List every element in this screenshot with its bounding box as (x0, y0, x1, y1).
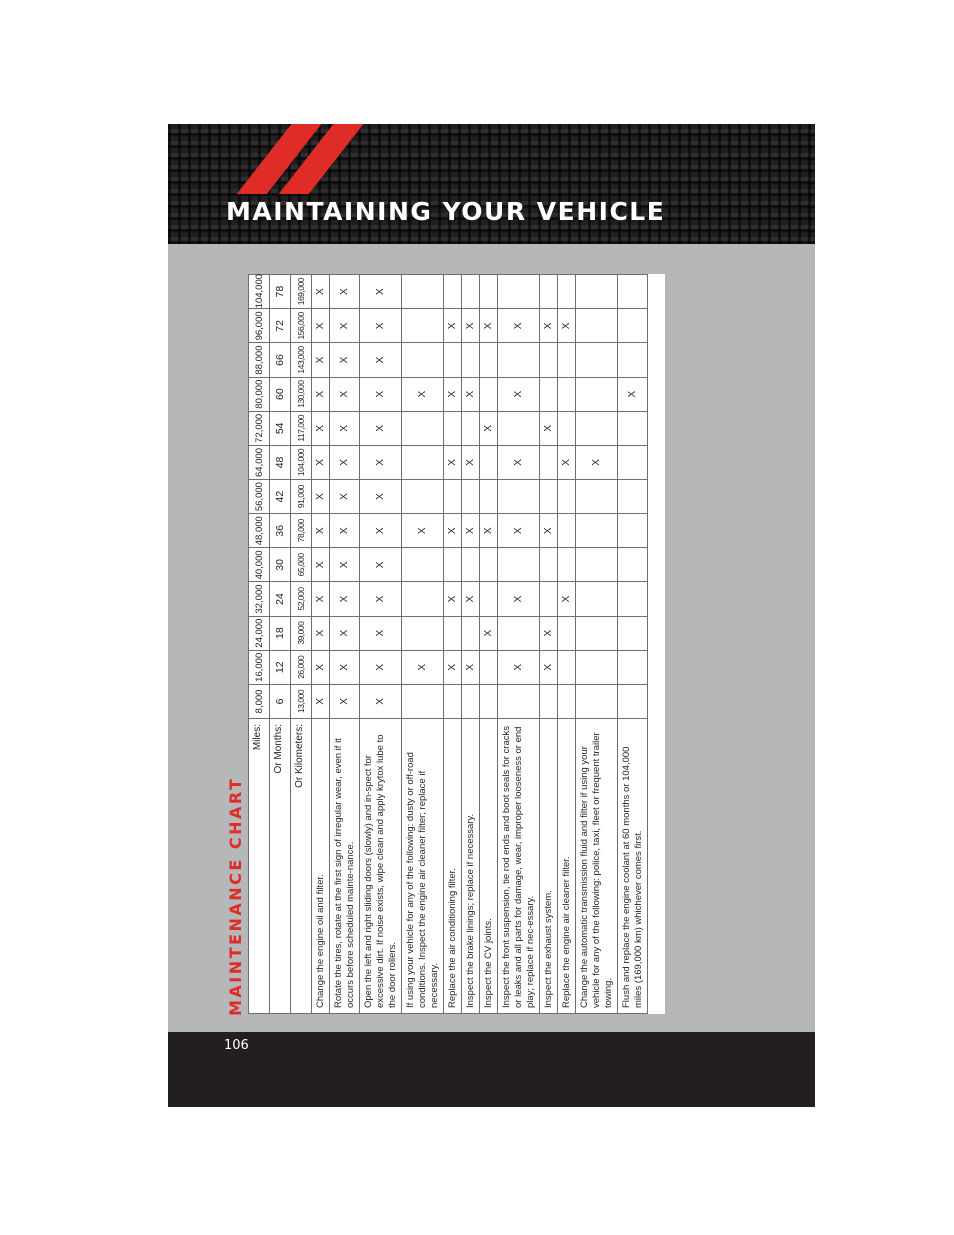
empty-cell (498, 275, 540, 309)
miles-value: 16,000 (249, 650, 270, 684)
kilometers-value: 26,000 (291, 650, 312, 684)
task-row (576, 275, 618, 1014)
empty-cell (480, 343, 498, 377)
service-mark: X (312, 343, 330, 377)
service-mark: X (330, 343, 360, 377)
empty-cell (402, 480, 444, 514)
empty-cell (462, 275, 480, 309)
kilometers-value: 104,000 (291, 445, 312, 479)
service-mark: X (330, 650, 360, 684)
service-mark: X (558, 309, 576, 343)
empty-cell (618, 343, 648, 377)
empty-cell (540, 377, 558, 411)
kilometers-value: 52,000 (291, 582, 312, 616)
service-mark: X (462, 514, 480, 548)
service-mark: X (312, 411, 330, 445)
miles-value: 80,000 (249, 377, 270, 411)
service-mark: X (498, 582, 540, 616)
service-mark: X (480, 514, 498, 548)
miles-value: 24,000 (249, 616, 270, 650)
service-mark: X (330, 548, 360, 582)
months-value: 30 (270, 548, 291, 582)
service-mark: X (360, 309, 402, 343)
empty-cell (540, 445, 558, 479)
service-mark: X (330, 411, 360, 445)
months-value: 6 (270, 684, 291, 718)
service-mark: X (312, 480, 330, 514)
empty-cell (540, 548, 558, 582)
service-mark: X (444, 514, 462, 548)
empty-cell (540, 275, 558, 309)
service-mark: X (480, 616, 498, 650)
task-description: Inspect the front suspension, tie rod ends and boot seals for cracks or leaks and all parts for damage, wear, improper looseness or end play; replace if nec-essary. (498, 719, 540, 1014)
empty-cell (558, 377, 576, 411)
manual-page (168, 124, 815, 1107)
empty-cell (576, 275, 618, 309)
task-row (312, 275, 330, 1014)
service-mark: X (444, 650, 462, 684)
kilometers-value: 169,000 (291, 275, 312, 309)
service-mark: X (498, 650, 540, 684)
kilometers-value: 156,000 (291, 309, 312, 343)
service-mark: X (330, 514, 360, 548)
task-description: Inspect the exhaust system. (540, 719, 558, 1014)
empty-cell (576, 548, 618, 582)
empty-cell (402, 309, 444, 343)
kilometers-value: 143,000 (291, 343, 312, 377)
service-mark: X (360, 343, 402, 377)
empty-cell (558, 514, 576, 548)
miles-value: 64,000 (249, 445, 270, 479)
service-mark: X (312, 684, 330, 718)
empty-cell (618, 548, 648, 582)
empty-cell (462, 684, 480, 718)
months-value: 42 (270, 480, 291, 514)
service-mark: X (444, 377, 462, 411)
empty-cell (462, 548, 480, 582)
empty-cell (444, 548, 462, 582)
service-mark: X (540, 650, 558, 684)
empty-cell (618, 650, 648, 684)
empty-cell (558, 411, 576, 445)
kilometers-value: 65,000 (291, 548, 312, 582)
empty-cell (618, 445, 648, 479)
empty-cell (480, 684, 498, 718)
empty-cell (498, 548, 540, 582)
miles-header-row (249, 275, 270, 1014)
empty-cell (498, 411, 540, 445)
task-row (558, 275, 576, 1014)
months-value: 78 (270, 275, 291, 309)
empty-cell (576, 411, 618, 445)
empty-cell (576, 514, 618, 548)
task-description: Inspect the CV joints. (480, 719, 498, 1014)
service-mark: X (402, 377, 444, 411)
task-description: Change the engine oil and filter. (312, 719, 330, 1014)
empty-cell (444, 616, 462, 650)
empty-cell (618, 309, 648, 343)
service-mark: X (330, 582, 360, 616)
service-mark: X (330, 445, 360, 479)
task-row (402, 275, 444, 1014)
service-mark: X (360, 411, 402, 445)
service-mark: X (462, 582, 480, 616)
service-mark: X (444, 582, 462, 616)
months-value: 54 (270, 411, 291, 445)
months-value: 60 (270, 377, 291, 411)
miles-value: 32,000 (249, 582, 270, 616)
task-description: Inspect the brake linings; replace if necessary. (462, 719, 480, 1014)
months-value: 18 (270, 616, 291, 650)
section-title: MAINTENANCE CHART (226, 776, 245, 1016)
empty-cell (480, 650, 498, 684)
service-mark: X (402, 514, 444, 548)
task-description: Replace the air conditioning filter. (444, 719, 462, 1014)
empty-cell (618, 582, 648, 616)
months-row-label: Or Months: (270, 719, 291, 1014)
empty-cell (498, 480, 540, 514)
empty-cell (480, 377, 498, 411)
service-mark: X (480, 309, 498, 343)
empty-cell (402, 411, 444, 445)
empty-cell (444, 480, 462, 514)
service-mark: X (360, 514, 402, 548)
service-mark: X (480, 411, 498, 445)
service-mark: X (444, 445, 462, 479)
empty-cell (402, 275, 444, 309)
service-mark: X (462, 650, 480, 684)
service-mark: X (312, 377, 330, 411)
empty-cell (462, 616, 480, 650)
task-row (462, 275, 480, 1014)
service-mark: X (462, 309, 480, 343)
task-description: Replace the engine air cleaner filter. (558, 719, 576, 1014)
task-row (444, 275, 462, 1014)
task-description: If using your vehicle for any of the following: dusty or off-road conditions. Inspect the engine air cleaner filter; replace if necessary. (402, 719, 444, 1014)
months-value: 48 (270, 445, 291, 479)
task-row (498, 275, 540, 1014)
service-mark: X (540, 616, 558, 650)
kilometers-value: 39,000 (291, 616, 312, 650)
miles-row-label: Miles: (249, 719, 270, 1014)
empty-cell (576, 650, 618, 684)
kilometers-row-label: Or Kilometers: (291, 719, 312, 1014)
service-mark: X (558, 445, 576, 479)
empty-cell (540, 582, 558, 616)
empty-cell (558, 616, 576, 650)
miles-value: 104,000 (249, 275, 270, 309)
empty-cell (558, 343, 576, 377)
empty-cell (444, 275, 462, 309)
months-value: 24 (270, 582, 291, 616)
maintenance-table-container (248, 274, 665, 1014)
empty-cell (462, 480, 480, 514)
empty-cell (462, 343, 480, 377)
service-mark: X (330, 309, 360, 343)
empty-cell (480, 582, 498, 616)
months-value: 72 (270, 309, 291, 343)
empty-cell (576, 480, 618, 514)
service-mark: X (540, 514, 558, 548)
kilometers-header-row (291, 275, 312, 1014)
service-mark: X (330, 684, 360, 718)
service-mark: X (330, 275, 360, 309)
kilometers-value: 91,000 (291, 480, 312, 514)
empty-cell (444, 684, 462, 718)
service-mark: X (360, 616, 402, 650)
empty-cell (402, 684, 444, 718)
empty-cell (402, 445, 444, 479)
service-mark: X (360, 480, 402, 514)
empty-cell (540, 480, 558, 514)
months-value: 66 (270, 343, 291, 377)
service-mark: X (312, 514, 330, 548)
service-mark: X (618, 377, 648, 411)
empty-cell (402, 616, 444, 650)
task-description: Change the automatic transmission fluid and filter if using your vehicle for any of the following: police, taxi, fleet or frequent trailer towing. (576, 719, 618, 1014)
empty-cell (558, 684, 576, 718)
service-mark: X (498, 514, 540, 548)
service-mark: X (312, 548, 330, 582)
kilometers-value: 78,000 (291, 514, 312, 548)
service-mark: X (330, 377, 360, 411)
empty-cell (498, 684, 540, 718)
maintenance-table (248, 274, 648, 1014)
empty-cell (480, 445, 498, 479)
service-mark: X (312, 582, 330, 616)
months-value: 36 (270, 514, 291, 548)
empty-cell (618, 684, 648, 718)
empty-cell (540, 684, 558, 718)
service-mark: X (462, 445, 480, 479)
service-mark: X (360, 377, 402, 411)
miles-value: 8,000 (249, 684, 270, 718)
empty-cell (498, 343, 540, 377)
empty-cell (402, 582, 444, 616)
service-mark: X (540, 309, 558, 343)
empty-cell (462, 411, 480, 445)
miles-value: 96,000 (249, 309, 270, 343)
empty-cell (540, 343, 558, 377)
task-description: Rotate the tires, rotate at the first sign of irregular wear, even if it occurs before scheduled mainte-nance. (330, 719, 360, 1014)
empty-cell (498, 616, 540, 650)
empty-cell (576, 343, 618, 377)
service-mark: X (558, 582, 576, 616)
empty-cell (576, 377, 618, 411)
task-row (618, 275, 648, 1014)
service-mark: X (498, 445, 540, 479)
empty-cell (618, 616, 648, 650)
service-mark: X (360, 582, 402, 616)
task-description: Open the left and right sliding doors (slowly) and in-spect for excessive dirt. If noise exists, wipe clean and apply krytox lube to the door rollers. (360, 719, 402, 1014)
service-mark: X (360, 650, 402, 684)
service-mark: X (462, 377, 480, 411)
empty-cell (576, 309, 618, 343)
header-title: MAINTAINING YOUR VEHICLE (226, 197, 666, 226)
task-row (330, 275, 360, 1014)
empty-cell (480, 275, 498, 309)
empty-cell (618, 275, 648, 309)
empty-cell (618, 514, 648, 548)
miles-value: 48,000 (249, 514, 270, 548)
service-mark: X (360, 445, 402, 479)
service-mark: X (312, 616, 330, 650)
service-mark: X (312, 309, 330, 343)
service-mark: X (498, 309, 540, 343)
empty-cell (480, 548, 498, 582)
task-row (480, 275, 498, 1014)
kilometers-value: 117,000 (291, 411, 312, 445)
empty-cell (444, 411, 462, 445)
empty-cell (558, 548, 576, 582)
service-mark: X (444, 309, 462, 343)
service-mark: X (312, 275, 330, 309)
empty-cell (618, 480, 648, 514)
service-mark: X (576, 445, 618, 479)
service-mark: X (312, 445, 330, 479)
task-description: Flush and replace the engine coolant at 60 months or 104,000 miles (169,000 km) whichever comes first. (618, 719, 648, 1014)
empty-cell (576, 616, 618, 650)
maintenance-table-body (249, 275, 648, 1014)
service-mark: X (330, 480, 360, 514)
service-mark: X (498, 377, 540, 411)
service-mark: X (360, 684, 402, 718)
empty-cell (480, 480, 498, 514)
months-value: 12 (270, 650, 291, 684)
service-mark: X (540, 411, 558, 445)
miles-value: 88,000 (249, 343, 270, 377)
page-header (168, 124, 815, 244)
service-mark: X (402, 650, 444, 684)
empty-cell (402, 343, 444, 377)
miles-value: 56,000 (249, 480, 270, 514)
task-row (360, 275, 402, 1014)
empty-cell (576, 582, 618, 616)
service-mark: X (360, 548, 402, 582)
service-mark: X (360, 275, 402, 309)
empty-cell (558, 275, 576, 309)
task-row (540, 275, 558, 1014)
page-number: 106 (224, 1038, 249, 1053)
page-footer (168, 1032, 815, 1107)
empty-cell (558, 650, 576, 684)
service-mark: X (312, 650, 330, 684)
empty-cell (618, 411, 648, 445)
empty-cell (576, 684, 618, 718)
months-header-row (270, 275, 291, 1014)
empty-cell (558, 480, 576, 514)
miles-value: 40,000 (249, 548, 270, 582)
service-mark: X (330, 616, 360, 650)
empty-cell (402, 548, 444, 582)
empty-cell (444, 343, 462, 377)
miles-value: 72,000 (249, 411, 270, 445)
kilometers-value: 13,000 (291, 684, 312, 718)
kilometers-value: 130,000 (291, 377, 312, 411)
